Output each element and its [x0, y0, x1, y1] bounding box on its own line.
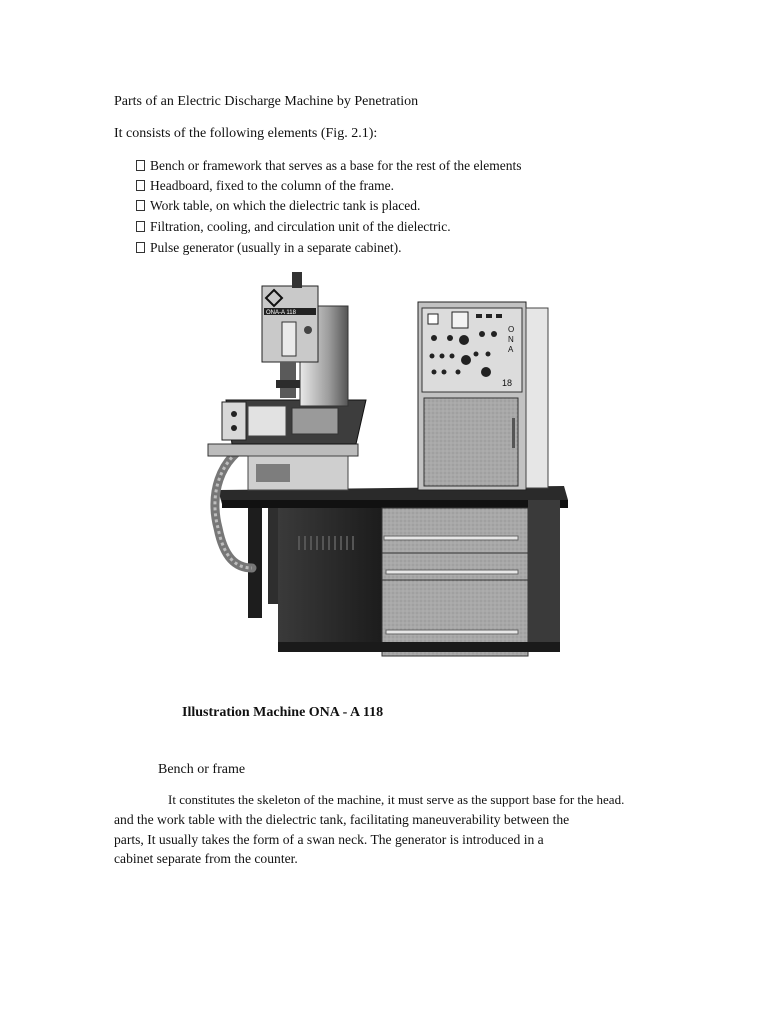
list-item	[136, 240, 402, 256]
machine-label: ONA-A 118	[266, 310, 296, 316]
drawer-unit-side	[528, 500, 560, 648]
bench-cabinet-left	[278, 508, 382, 642]
bullet-box-icon	[136, 180, 145, 191]
paragraph-line: cabinet separate from the counter.	[114, 851, 298, 866]
drawer-handle	[386, 630, 518, 634]
bench-base	[278, 642, 560, 652]
list-item-text: Pulse generator (usually in a separate cabinet).	[150, 240, 402, 255]
paragraph-line: It constitutes the skeleton of the machine, it must serve as the support base for the head.	[168, 792, 625, 807]
list-item	[136, 178, 394, 194]
paragraph-line: and the work table with the dielectric tank, facilitating maneuverability between the	[114, 812, 570, 827]
section-title: Bench or frame	[158, 762, 246, 777]
drawer-handle	[386, 570, 518, 574]
bullet-box-icon	[136, 242, 145, 253]
list-item-text: Headboard, fixed to the column of the frame.	[150, 178, 395, 193]
work-table	[208, 444, 358, 456]
cabinet-number: 18	[502, 378, 513, 388]
document-heading: Parts of an Electric Discharge Machine by Penetration	[114, 94, 419, 109]
generator-cabinet-side	[526, 308, 548, 488]
bench-front-edge	[222, 500, 568, 508]
machine-illustration	[196, 268, 576, 688]
list-item	[136, 198, 420, 214]
side-control-box	[222, 402, 246, 440]
cabinet-letter: A	[508, 345, 514, 354]
bullet-box-icon	[136, 200, 145, 211]
intro-text: It consists of the following elements (Fig. 2.1):	[114, 126, 378, 141]
list-item-text: Filtration, cooling, and circulation unit of the dielectric.	[150, 219, 451, 234]
cabinet-letter: N	[508, 335, 514, 344]
cabinet-letter: O	[508, 325, 515, 334]
list-item	[136, 219, 451, 235]
figure-caption: Illustration Machine ONA - A 118	[182, 705, 384, 720]
paragraph-line: parts, It usually takes the form of a swan neck. The generator is introduced in a	[114, 832, 544, 847]
bench-leg-left	[248, 508, 262, 618]
list-item-text: Work table, on which the dielectric tank is placed.	[150, 198, 421, 213]
list-item	[136, 158, 521, 174]
list-item-text: Bench or framework that serves as a base for the rest of the elements	[150, 158, 522, 173]
bench-leg-left-back	[268, 508, 278, 604]
drawer-handle	[384, 536, 518, 540]
bullet-box-icon	[136, 221, 145, 232]
bullet-box-icon	[136, 160, 145, 171]
cabinet-door	[424, 398, 518, 486]
